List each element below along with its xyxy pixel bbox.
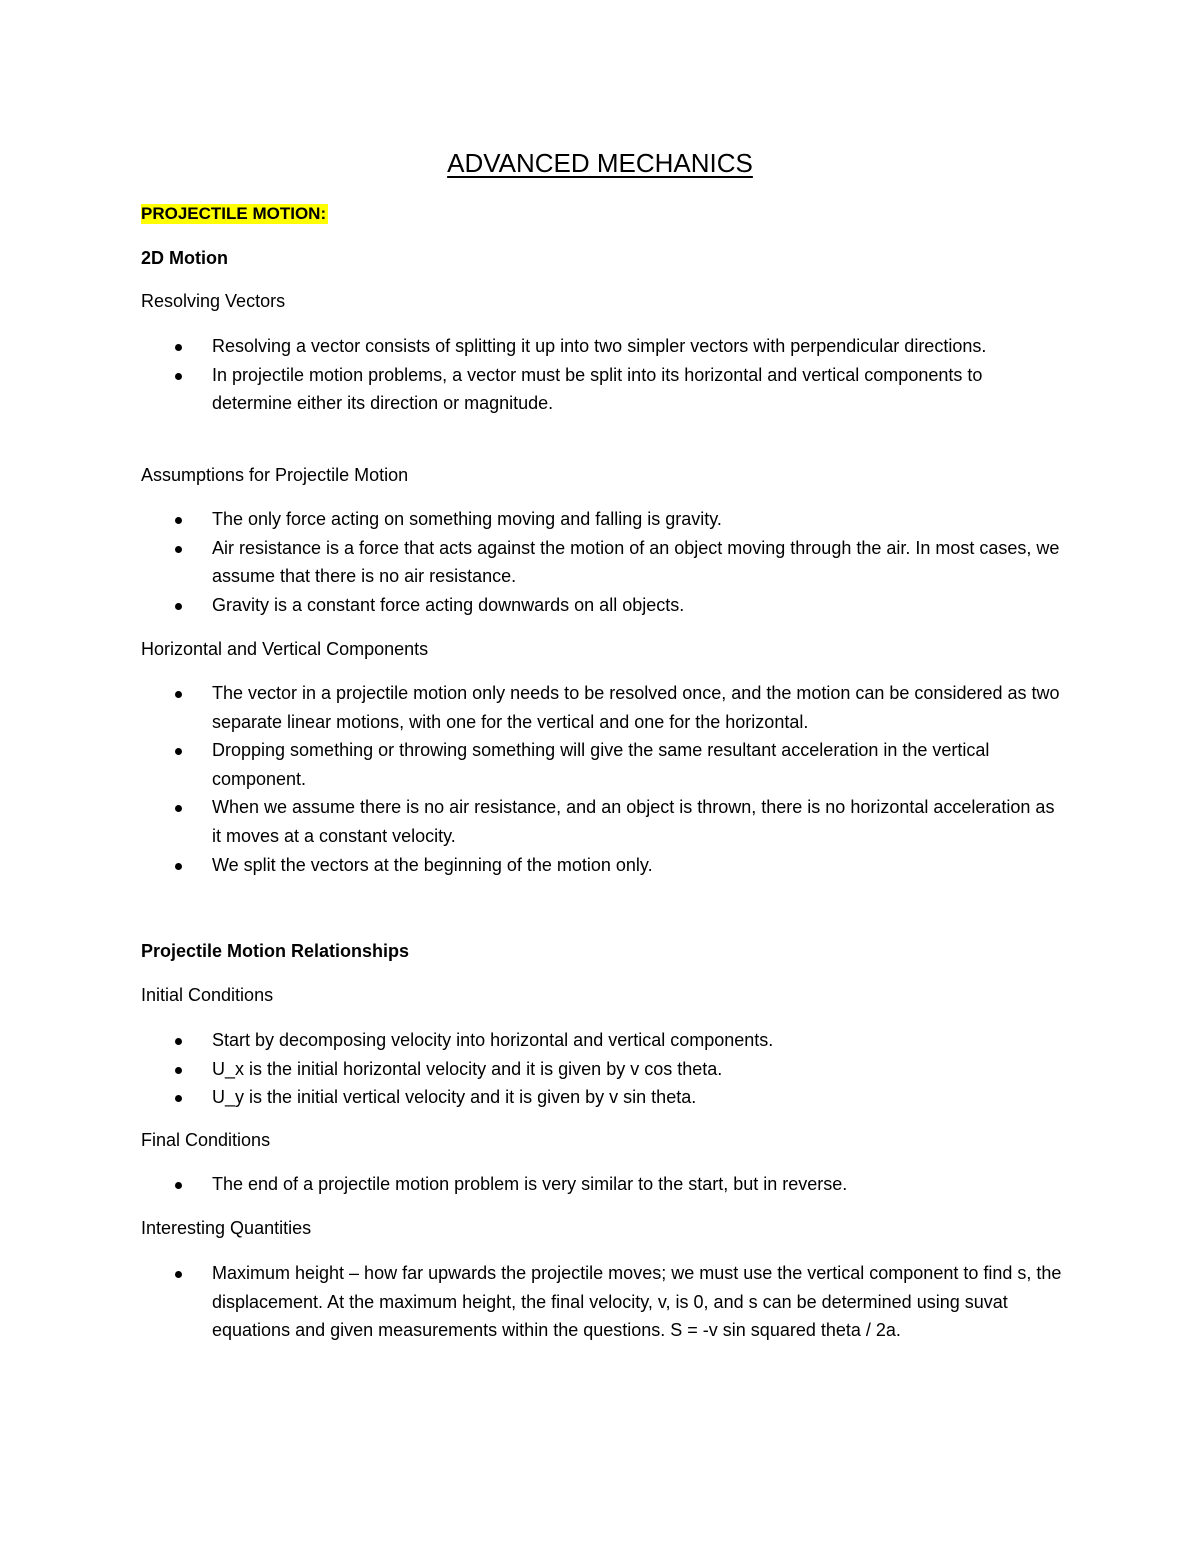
bullet-icon [175,863,182,870]
bullet-icon [175,1271,182,1278]
bullet-icon [175,691,182,698]
heading-initial-conditions: Initial Conditions [141,985,274,1005]
bullet-list-initial-conditions [0,1026,1200,1112]
bullet-icon [175,603,182,610]
bullet-list-interesting-quantities [0,1259,1200,1345]
list-item-text: Dropping something or throwing something will give the same resultant acceleration in the vertical component. [212,740,990,789]
subheading-2d-motion: 2D Motion [141,248,228,268]
list-item [0,793,1062,850]
bullet-icon [175,546,182,553]
list-item [0,591,1062,620]
list-item [0,1259,1062,1345]
list-item-text: When we assume there is no air resistance, and an object is thrown, there is no horizontal acceleration as it moves at a constant velocity. [212,797,1055,846]
bullet-list-assumptions [0,505,1200,619]
list-item [0,534,1062,591]
bullet-icon [175,1095,182,1102]
heading-final-conditions: Final Conditions [141,1130,271,1150]
bullet-icon [175,1182,182,1189]
list-item-text: In projectile motion problems, a vector must be split into its horizontal and vertical components to determine either its direction or magnitude. [212,364,983,414]
list-item-text: Resolving a vector consists of splitting it up into two simpler vectors with perpendicular directions. [212,336,987,356]
list-item-text: The vector in a projectile motion only needs to be resolved once, and the motion can be considered as two separate linear motions, with one for the vertical and one for the horizontal. [212,683,1060,732]
bullet-icon [175,1067,182,1074]
heading-components: Horizontal and Vertical Components [141,639,429,659]
list-item [0,505,1062,534]
list-item-text: Gravity is a constant force acting downwards on all objects. [212,594,685,615]
heading-assumptions: Assumptions for Projectile Motion [141,465,409,485]
highlighted-heading-text: PROJECTILE MOTION: [141,204,327,223]
list-item-text: U_y is the initial vertical velocity and it is given by v sin theta. [212,1087,697,1108]
bullet-icon [175,344,182,351]
list-item-text: Maximum height – how far upwards the projectile moves; we must use the vertical component to find s, the displacement. At the maximum height, the final velocity, v, is 0, and s can be determined using suvat equations and given measurements within the questions. S = -v sin squared theta / 2a. [212,1263,1062,1341]
bullet-list-final-conditions [0,1170,1200,1199]
list-item [0,1170,1062,1199]
list-item [0,1083,1062,1112]
list-item [0,332,1062,361]
list-item-text: We split the vectors at the beginning of the motion only. [212,854,653,875]
list-item [0,361,1062,418]
list-item [0,679,1062,736]
list-item [0,851,1062,880]
document-title: ADVANCED MECHANICS [447,148,753,178]
bullet-list-components [0,679,1200,879]
bullet-icon [175,1038,182,1045]
bullet-icon [175,517,182,524]
subheading-relationships: Projectile Motion Relationships [141,941,410,961]
list-item-text: U_x is the initial horizontal velocity and it is given by v cos theta. [212,1058,723,1079]
list-item-text: The only force acting on something moving and falling is gravity. [212,509,722,529]
bullet-icon [175,373,182,380]
section-heading-projectile-motion [141,202,328,226]
bullet-icon [175,748,182,755]
list-item [0,1026,1062,1055]
heading-resolving-vectors: Resolving Vectors [141,291,286,311]
list-item-text: Air resistance is a force that acts against the motion of an object moving through the air. In most cases, we assume that there is no air resistance. [212,537,1060,587]
heading-interesting-quantities: Interesting Quantities [141,1218,312,1238]
bullet-icon [175,805,182,812]
list-item-text: The end of a projectile motion problem is very similar to the start, but in reverse. [212,1174,848,1194]
list-item [0,1055,1062,1084]
list-item-text: Start by decomposing velocity into horizontal and vertical components. [212,1030,774,1050]
list-item [0,736,1062,793]
bullet-list-resolving-vectors [0,332,1200,418]
